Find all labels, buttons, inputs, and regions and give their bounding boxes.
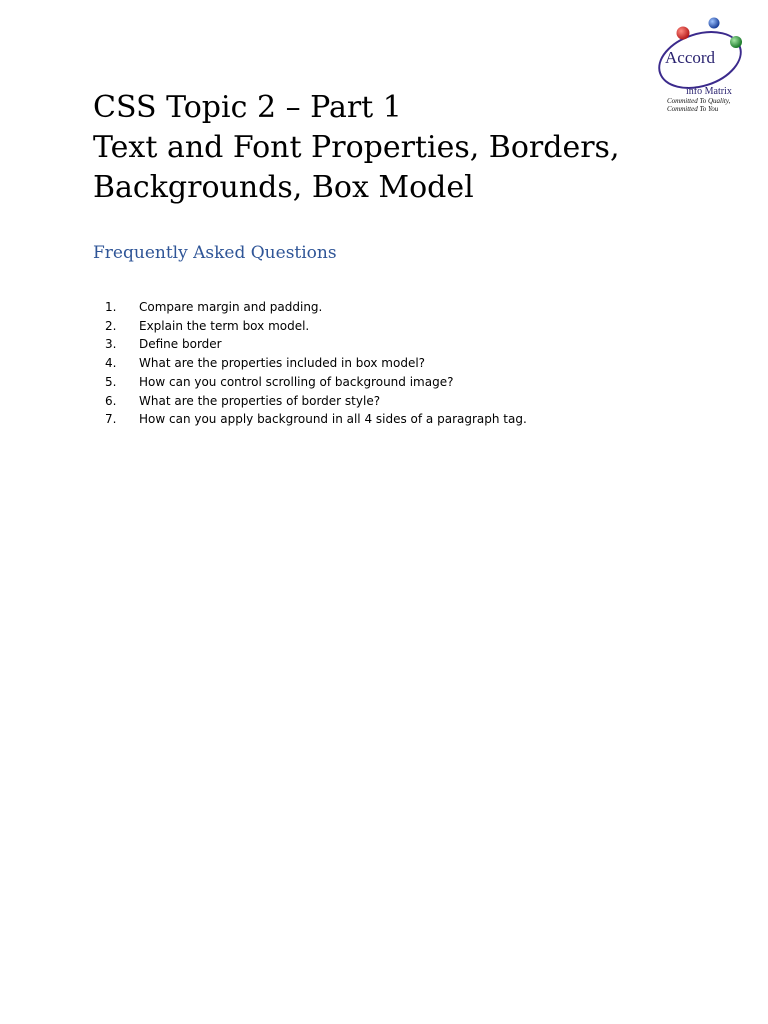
list-item-text: Compare margin and padding.	[139, 300, 323, 314]
document-title	[93, 88, 653, 208]
list-item-number: 5.	[105, 374, 117, 389]
list-item-text: How can you apply background in all 4 sides of a paragraph tag.	[139, 412, 527, 427]
list-item-text: What are the properties included in box model?	[139, 356, 426, 371]
title-line-3: Backgrounds, Box Model	[93, 170, 474, 205]
blue-ball-icon	[709, 18, 720, 29]
green-ball-icon	[730, 36, 742, 48]
title-line-1: CSS Topic 2 – Part 1	[93, 90, 402, 125]
title-line-2: Text and Font Properties, Borders,	[93, 130, 620, 165]
list-item-number: 4.	[105, 356, 117, 371]
faq-list	[93, 298, 527, 429]
list-item-text: How can you control scrolling of background image?	[139, 374, 454, 389]
faq-heading: Frequently Asked Questions	[93, 243, 337, 263]
list-item	[93, 373, 527, 392]
svg-text:Committed To Quality,: Committed To Quality,	[667, 97, 731, 105]
list-item-text: Explain the term box model.	[139, 318, 310, 333]
list-item	[93, 317, 527, 336]
red-ball-icon	[677, 27, 690, 40]
svg-text:Accord: Accord	[665, 48, 716, 67]
list-item	[93, 298, 527, 317]
list-item	[93, 410, 527, 429]
list-item	[93, 335, 527, 354]
list-item-number: 1.	[105, 300, 117, 314]
list-item	[93, 354, 527, 373]
list-item-number: 6.	[105, 393, 117, 408]
list-item-number: 3.	[105, 337, 117, 352]
list-item-text: Define border	[139, 337, 222, 352]
accord-info-matrix-logo	[656, 16, 746, 112]
svg-text:Committed To You: Committed To You	[667, 105, 719, 112]
list-item-number: 2.	[105, 318, 117, 333]
svg-text:info Matrix: info Matrix	[686, 86, 732, 97]
list-item-text: What are the properties of border style?	[139, 393, 381, 408]
list-item	[93, 392, 527, 411]
list-item-number: 7.	[105, 412, 117, 427]
